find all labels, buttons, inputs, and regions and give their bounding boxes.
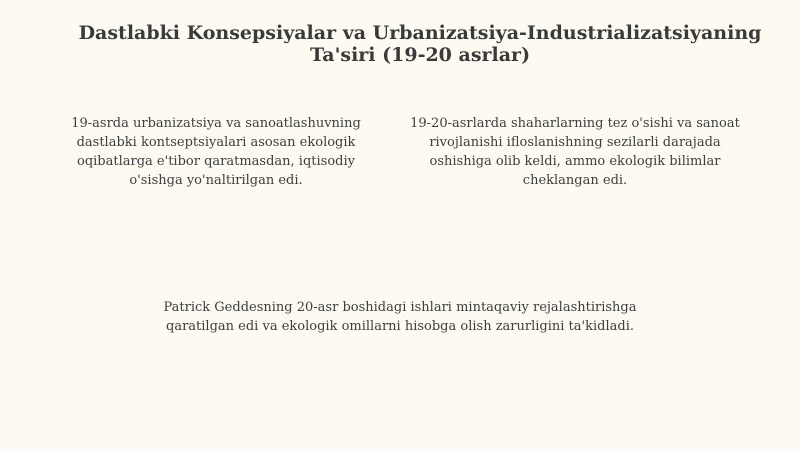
paragraph-early-concepts: 19-asrda urbanizatsiya va sanoatlashuvning dastlabki kontseptsiyalari asosan ekologik oqibatlarga e'tibor qaratmasdan, iqtisodiy o'sishga yo'naltirilgan edi.: [71, 116, 361, 188]
paragraph-rapid-growth: 19-20-asrlarda shaharlarning tez o'sishi va sanoat rivojlanishi ifloslanishning sezilarli darajada oshishiga olib keldi, ammo ekologik bilimlar cheklangan edi.: [410, 116, 740, 188]
paragraph-geddes: Patrick Geddesning 20-asr boshidagi ishlari mintaqaviy rejalashtirishga qaratilgan edi va ekologik omillarni hisobga olish zarurligini ta'kidladi.: [163, 300, 637, 334]
slide-title: Dastlabki Konsepsiyalar va Urbanizatsiya-Industrializatsiyaning Ta'siri (19-20 asrlar): [78, 22, 762, 66]
